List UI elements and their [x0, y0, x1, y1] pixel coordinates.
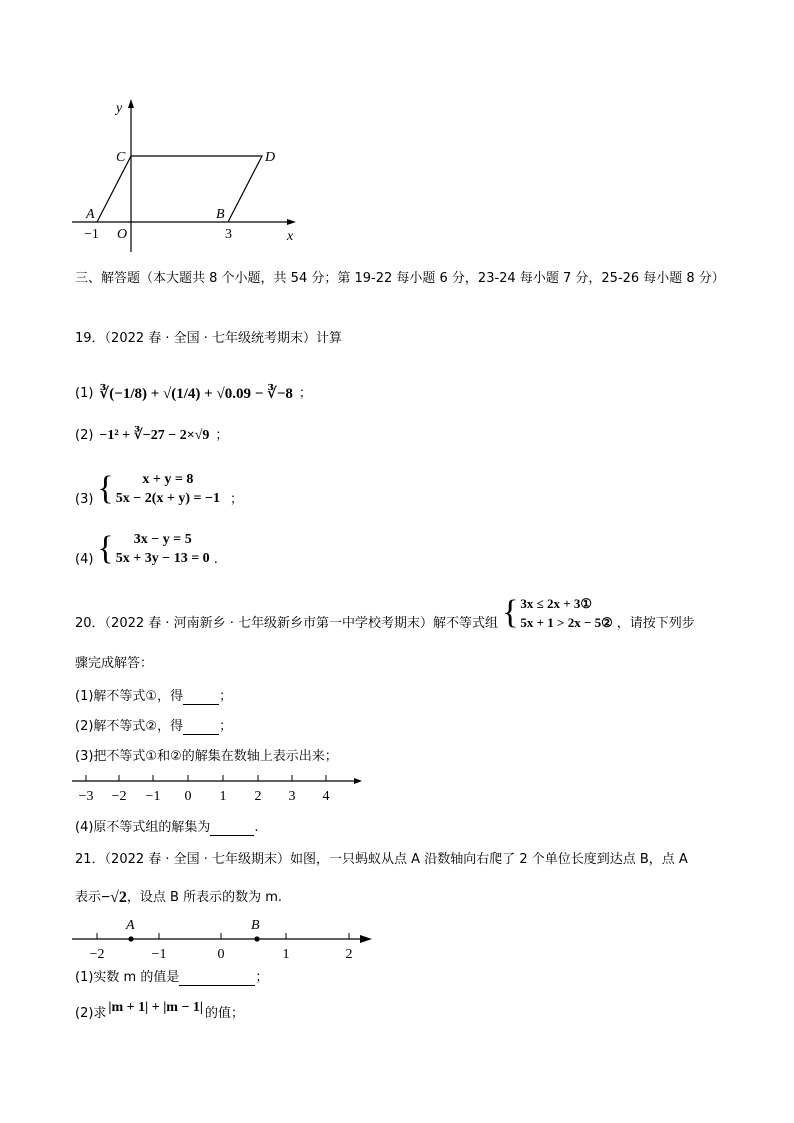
q19-p4-end: . [213, 552, 218, 567]
tick-neg1: −1 [84, 227, 99, 242]
q20-p1 [75, 689, 232, 705]
q19-p4-label: (4) [75, 552, 94, 567]
q20-p1-text: (1)解不等式①，得 [75, 689, 184, 704]
axis-arrow [360, 935, 372, 943]
q21-p2-a: (2)求 [75, 1006, 107, 1021]
answer-blank[interactable] [179, 972, 255, 986]
y-axis-arrow [128, 99, 134, 108]
tick-label: 3 [288, 789, 296, 804]
brace: { [97, 470, 114, 507]
q21-p1-text: (1)实数 m 的值是 [75, 970, 180, 985]
tick-label: −2 [111, 789, 127, 804]
equation-system [97, 470, 220, 508]
axis-arrow [354, 778, 362, 784]
tick-3: 3 [225, 227, 232, 242]
q19-stem: 19．（2022 春 · 全国 · 七年级统考期末）计算 [75, 331, 343, 346]
brace: { [502, 594, 519, 631]
q20-stem-row [75, 594, 695, 632]
y-label: y [116, 101, 123, 116]
q20-line2: 骤完成解答： [75, 656, 154, 671]
q19-p4 [75, 530, 218, 568]
q21-line2-math: −√2 [101, 889, 127, 906]
q19-p2-end: ； [215, 428, 229, 443]
q19-p1 [75, 386, 312, 402]
q20-p2 [75, 719, 232, 735]
q21-p2-math: |m + 1| + |m − 1| [108, 1000, 204, 1015]
section-heading: 三、解答题（本大题共 8 个小题，共 54 分；第 19-22 每小题 6 分，23-24 每小题 7 分，25-26 每小题 8 分） [75, 271, 725, 286]
point-b-label: B [251, 918, 260, 933]
x-label: x [287, 229, 294, 244]
tick-label: −1 [145, 789, 161, 804]
equation-system [97, 530, 209, 568]
q19-p1-label: (1) [75, 386, 94, 401]
q19-p3-label: (3) [75, 492, 94, 507]
q19-p3-end: ； [229, 492, 243, 507]
q20-p3: (3)把不等式①和②的解集在数轴上表示出来； [75, 749, 338, 764]
q20-stem: 20．（2022 春 · 河南新乡 · 七年级新乡市第一中学校考期末）解不等式组 [75, 616, 499, 631]
q21-line2-b: ，设点 B 所表示的数为 m. [126, 890, 283, 905]
point-a-dot [128, 936, 133, 941]
q21-p2 [75, 1000, 245, 1022]
q21-p2-b: 的值； [205, 1006, 245, 1021]
q19-p2-math: −1² + ∛−27 − 2×√9 [99, 428, 210, 443]
tick-label: 2 [254, 789, 262, 804]
q20-stem-end: ，请按下列步 [616, 616, 695, 631]
q19-p3-eq1: x + y = 8 [142, 472, 194, 487]
parallelogram [97, 156, 262, 222]
tick-label: 4 [322, 789, 330, 804]
q21-line2-a: 表示 [75, 890, 102, 905]
brace: { [97, 530, 114, 567]
q20-eq1: 3x ≤ 2x + 3① [520, 596, 593, 611]
q19-p3-eq2: 5x − 2(x + y) = −1 [115, 491, 220, 506]
q20-p4 [75, 820, 259, 836]
q19-p1-end: ； [298, 386, 312, 401]
tick-label: 0 [184, 789, 192, 804]
q20-p4-text: (4)原不等式组的解集为 [75, 820, 211, 835]
x-axis-arrow [287, 219, 296, 225]
label-c: C [116, 150, 126, 165]
q20-eq2: 5x + 1 > 2x − 5② [520, 615, 613, 630]
q21-p1 [75, 970, 268, 986]
answer-blank[interactable] [183, 691, 219, 705]
q19-p4-eq2: 5x + 3y − 13 = 0 [115, 551, 210, 566]
label-a: A [86, 207, 95, 222]
q19-p4-eq1: 3x − y = 5 [133, 532, 192, 547]
label-o: O [117, 227, 128, 242]
tick-label: 0 [217, 947, 225, 962]
answer-blank[interactable] [183, 721, 219, 735]
q19-p2 [75, 428, 228, 444]
q19-p2-label: (2) [75, 428, 94, 443]
tick-label: 1 [282, 947, 290, 962]
tick-label: −3 [78, 789, 94, 804]
q21-p1-end: ； [255, 970, 269, 985]
q21-line2 [75, 890, 282, 906]
answer-blank[interactable] [210, 822, 254, 836]
inequality-system [502, 594, 613, 632]
q19-p1-math: ∛(−1/8) + √(1/4) + √0.09 − ∛−8 [99, 386, 293, 402]
tick-label: 2 [345, 947, 353, 962]
tick-label: 1 [219, 789, 227, 804]
coordinate-figure [0, 0, 794, 260]
point-a-label: A [126, 918, 135, 933]
label-b: B [216, 207, 225, 222]
tick-label: −1 [151, 947, 167, 962]
q20-p2-end: ； [219, 719, 233, 734]
label-d: D [265, 150, 276, 165]
q20-p1-end: ； [219, 689, 233, 704]
q20-p4-end: . [254, 820, 259, 835]
q21-stem: 21．（2022 春 · 全国 · 七年级期末）如图，一只蚂蚁从点 A 沿数轴向右爬了 2 个单位长度到达点 B，点 A [75, 852, 688, 867]
q19-p3 [75, 470, 243, 508]
tick-label: −2 [89, 947, 105, 962]
q20-p2-text: (2)解不等式②，得 [75, 719, 184, 734]
point-b-dot [254, 936, 259, 941]
